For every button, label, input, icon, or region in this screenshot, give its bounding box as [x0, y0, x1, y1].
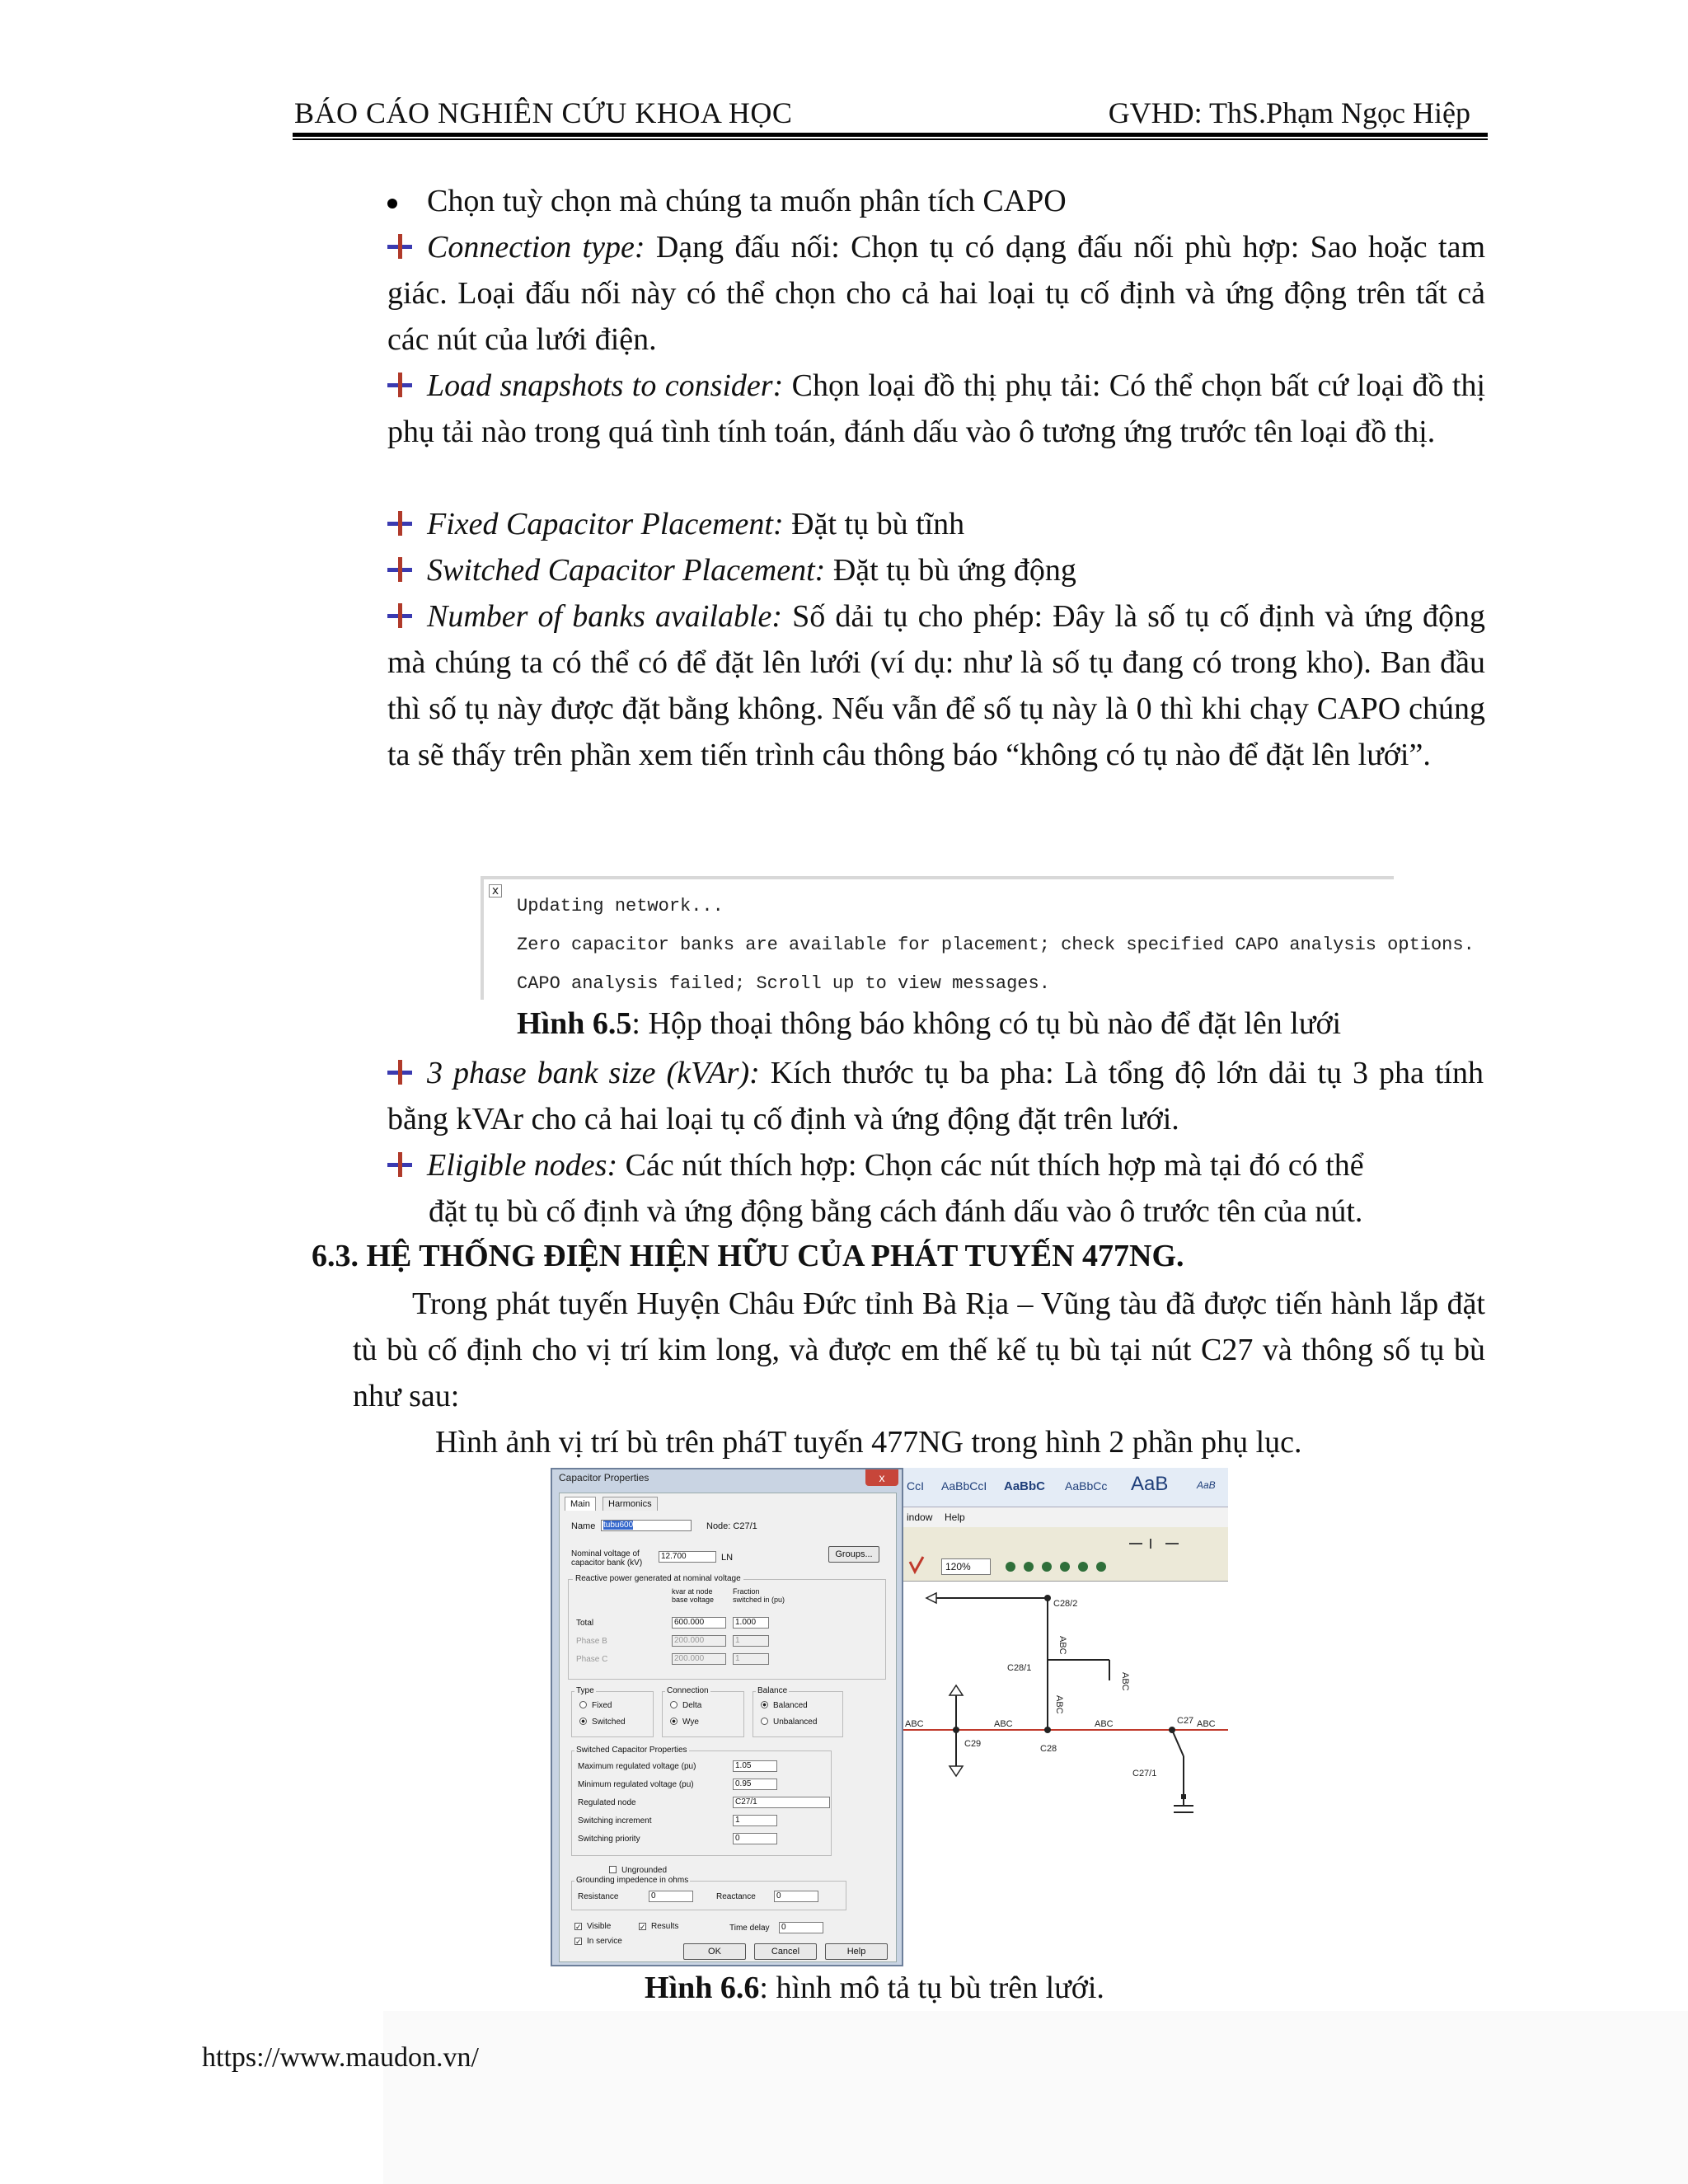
style-item[interactable]: AaB	[1131, 1473, 1169, 1495]
node-label: C28/1	[1007, 1663, 1032, 1673]
style-item[interactable]: CcI	[907, 1479, 924, 1493]
close-icon[interactable]: x	[489, 884, 502, 898]
option-desc: Kích thước tụ ba pha: Là tổng độ lớn dải tụ 3 pha tính bằng kVAr cho cả hai loại tụ cố định và ứng động đặt trên lưới.	[387, 1056, 1484, 1137]
results-label: Results	[651, 1922, 679, 1931]
in-service-check-icon: ✓	[575, 1938, 582, 1946]
tab-main[interactable]: Main	[565, 1497, 596, 1511]
figure-number: Hình 6.5	[517, 1006, 632, 1041]
bullet-dot-icon	[387, 199, 397, 209]
zoom-select[interactable]: 120%	[941, 1558, 991, 1575]
connection-delta-radio[interactable]	[670, 1701, 701, 1710]
max-voltage-label: Maximum regulated voltage (pu)	[578, 1762, 696, 1771]
section-paragraph	[353, 1281, 1485, 1419]
reactance-input[interactable]: 0	[774, 1891, 818, 1902]
phase-c-fraction-input: 1	[733, 1653, 769, 1665]
style-item[interactable]: AaB	[1197, 1479, 1216, 1491]
type-fixed-label: Fixed	[592, 1701, 612, 1710]
node-label: C27/1	[1132, 1769, 1157, 1779]
capacitor-figure	[551, 1468, 1228, 1966]
name-value: tubu600	[603, 1521, 634, 1530]
node-label: C28	[1040, 1744, 1057, 1754]
console-line: Updating network...	[517, 896, 724, 916]
ungrounded-label: Ungrounded	[621, 1866, 668, 1875]
type-group	[571, 1691, 654, 1737]
total-fraction-input[interactable]: 1.000	[733, 1617, 769, 1629]
phase-label: ABC	[1054, 1695, 1064, 1714]
bullet-cross-icon	[387, 511, 412, 536]
visible-label: Visible	[587, 1922, 612, 1931]
option-term: Number of banks available:	[427, 599, 783, 634]
type-group-label: Type	[576, 1686, 594, 1695]
name-label: Name	[571, 1521, 596, 1531]
results-checkbox[interactable]	[639, 1922, 678, 1931]
node-label: C27	[1177, 1716, 1194, 1726]
option-desc: Đặt tụ bù tĩnh	[783, 507, 965, 541]
fraction-column-label: Fraction switched in (pu)	[733, 1587, 785, 1604]
option-fixed-placement	[387, 501, 1485, 547]
switching-priority-label: Switching priority	[578, 1835, 640, 1844]
connection-group-label: Connection	[667, 1686, 709, 1695]
header-rule	[293, 133, 1488, 137]
option-desc: Các nút thích hợp: Chọn các nút thích hợp mà tại đó có thể	[617, 1148, 1364, 1183]
connection-delta-label: Delta	[682, 1701, 702, 1710]
option-load-snapshots	[387, 363, 1485, 455]
phase-label: ABC	[905, 1719, 924, 1729]
bullet-cross-icon	[387, 603, 412, 628]
styles-ribbon	[903, 1468, 1228, 1507]
switching-priority-input[interactable]: 0	[733, 1833, 777, 1844]
background-application	[903, 1468, 1228, 1966]
intro-bullet-text: Chọn tuỳ chọn mà chúng ta muốn phân tích CAPO	[427, 184, 1067, 218]
figure-6-6-caption	[645, 1970, 1104, 2006]
type-switched-label: Switched	[592, 1718, 626, 1727]
results-check-icon: ✓	[640, 1923, 646, 1931]
option-switched-placement	[387, 547, 1485, 593]
phase-label: ABC	[1095, 1719, 1114, 1729]
figure-6-5-caption	[517, 1005, 1341, 1042]
close-button[interactable]: x	[865, 1469, 898, 1486]
option-term: 3 phase bank size (kVAr):	[427, 1056, 760, 1090]
cancel-button[interactable]: Cancel	[754, 1943, 817, 1960]
in-service-checkbox[interactable]	[574, 1937, 622, 1946]
phase-b-kvar-input: 200.000	[672, 1635, 726, 1647]
balance-group-label: Balance	[757, 1686, 788, 1695]
option-number-of-banks	[387, 593, 1485, 778]
option-term: Connection type:	[427, 230, 645, 265]
menu-bar	[903, 1507, 1228, 1527]
tab-harmonics[interactable]: Harmonics	[603, 1497, 658, 1511]
option-term: Load snapshots to consider:	[427, 368, 784, 403]
total-kvar-input[interactable]: 600.000	[672, 1617, 726, 1629]
time-delay-label: Time delay	[729, 1924, 770, 1933]
ln-label: LN	[721, 1553, 734, 1563]
switched-group-label: Switched Capacitor Properties	[576, 1746, 687, 1755]
console-line: CAPO analysis failed; Scroll up to view messages.	[517, 973, 1050, 994]
groups-button[interactable]: Groups...	[828, 1546, 879, 1563]
paragraph-text: Trong phát tuyến Huyện Châu Đức tỉnh Bà Rịa – Vũng tàu đã được tiến hành lắp đặt tù bù cố định cho vị trí kim long, và được em thế kế tụ bù tại nút C27 và thông số tụ bù như sau:	[353, 1286, 1485, 1413]
connection-wye-label: Wye	[682, 1718, 699, 1727]
connection-group	[662, 1691, 744, 1737]
capo-message-console	[481, 876, 1475, 1000]
row-total-label: Total	[576, 1619, 594, 1628]
resistance-label: Resistance	[578, 1892, 619, 1901]
in-service-label: In service	[587, 1937, 622, 1946]
bullet-cross-icon	[387, 557, 412, 582]
option-desc: Chọn loại đồ thị phụ tải: Có thể chọn bất cứ loại đồ thị phụ tải nào trong quá tình tính toán, đánh dấu vào ô tương ứng trước tên loại đồ thị.	[387, 368, 1485, 449]
network-diagram	[903, 1582, 1228, 1966]
visible-checkbox[interactable]	[574, 1922, 611, 1931]
unbalanced-label: Unbalanced	[773, 1718, 818, 1727]
phase-label: ABC	[994, 1719, 1013, 1729]
regulated-node-select[interactable]: C27/1	[733, 1797, 830, 1808]
option-eligible-nodes	[387, 1142, 1492, 1188]
option-term: Switched Capacitor Placement:	[427, 553, 826, 588]
phase-label: ABC	[1197, 1719, 1216, 1729]
section-heading: 6.3. HỆ THỐNG ĐIỆN HIỆN HỮU CỦA PHÁT TUYẾN 477NG.	[312, 1239, 1184, 1273]
option-desc: Dạng đấu nối: Chọn tụ có dạng đấu nối phù hợp: Sao hoặc tam giác. Loại đấu nối này có thể chọn cho cả hai loại tụ cố định và ứng động trên tất cả các nút của lưới điện.	[387, 230, 1485, 357]
dialog-body	[559, 1493, 897, 1962]
intro-bullet	[387, 178, 1492, 224]
feeder-one-line	[903, 1582, 1228, 1966]
style-item[interactable]: AaBbCcI	[941, 1479, 987, 1493]
figure-caption-text: : hình mô tả tụ bù trên lưới.	[759, 1971, 1104, 2005]
option-desc: Đặt tụ bù ứng động	[825, 553, 1076, 588]
option-desc: Số dải tụ cho phép: Đây là số tụ cố định và ứng động mà chúng ta có thể có để đặt lên lưới (ví dụ: như là số tụ đang có trong kho). Ban đầu thì số tụ này được đặt bằng không. Nếu vẫn để số tụ này là 0 thì khi chạy CAPO chúng ta sẽ thấy trên phần xem tiến trình câu thông báo “không có tụ nào để đặt lên lưới”.	[387, 599, 1486, 772]
toolbar	[903, 1527, 1228, 1582]
grounding-group-label: Grounding impedence in ohms	[576, 1876, 689, 1885]
node-label: C29	[964, 1739, 982, 1749]
max-voltage-input[interactable]: 1.05	[733, 1760, 777, 1772]
figure-number: Hình 6.6	[645, 1971, 760, 2005]
style-item[interactable]: AaBbCc	[1065, 1479, 1108, 1493]
style-item[interactable]: AaBbC	[1004, 1479, 1046, 1493]
option-connection-type	[387, 224, 1485, 363]
header-advisor: GVHD: ThS.Phạm Ngọc Hiệp	[1108, 96, 1470, 129]
reactive-group-label: Reactive power generated at nominal voltage	[573, 1574, 743, 1583]
node-label: C28/2	[1053, 1599, 1078, 1609]
menu-window[interactable]: indow	[907, 1511, 933, 1523]
type-fixed-radio[interactable]	[579, 1701, 612, 1710]
time-delay-input[interactable]: 0	[779, 1922, 823, 1933]
resistance-input[interactable]: 0	[649, 1891, 693, 1902]
balanced-label: Balanced	[773, 1701, 808, 1710]
dialog-title: Capacitor Properties	[559, 1472, 649, 1483]
ok-button[interactable]: OK	[683, 1943, 746, 1960]
page-shadow	[383, 2011, 1688, 2184]
bullet-cross-icon	[387, 234, 412, 259]
console-line: Zero capacitor banks are available for placement; check specified CAPO analysis options.	[517, 935, 1475, 955]
phase-c-kvar-input: 200.000	[672, 1653, 726, 1665]
balance-unbalanced-radio[interactable]	[761, 1718, 817, 1727]
footer-url[interactable]: https://www.maudon.vn/	[202, 2042, 479, 2073]
regulated-node-label: Regulated node	[578, 1798, 636, 1807]
nominal-voltage-label: Nominal voltage of capacitor bank (kV)	[571, 1549, 643, 1568]
option-term: Eligible nodes:	[427, 1148, 618, 1183]
row-phase-b-label: Phase B	[576, 1637, 607, 1646]
bullet-cross-icon	[387, 1152, 412, 1177]
header-rule-thin	[293, 138, 1488, 140]
bullet-cross-icon	[387, 373, 412, 397]
phase-label: ABC	[1120, 1672, 1130, 1691]
toolbar-icons	[903, 1527, 1228, 1582]
option-bank-size	[387, 1050, 1484, 1142]
capacitor-properties-dialog	[551, 1468, 903, 1966]
ungrounded-checkbox[interactable]	[609, 1866, 667, 1875]
kvar-column-label: kvar at node base voltage	[672, 1587, 715, 1604]
phase-label: ABC	[1057, 1636, 1067, 1655]
figure-caption-text: : Hộp thoại thông báo không có tụ bù nào để đặt lên lưới	[631, 1006, 1342, 1041]
balance-group	[753, 1691, 843, 1737]
help-button[interactable]: Help	[825, 1943, 888, 1960]
type-switched-radio[interactable]	[579, 1718, 626, 1727]
row-phase-c-label: Phase C	[576, 1655, 608, 1664]
switching-increment-input[interactable]: 1	[733, 1815, 777, 1826]
balance-balanced-radio[interactable]	[761, 1701, 808, 1710]
nominal-voltage-select[interactable]: 12.700	[659, 1551, 716, 1563]
reactance-label: Reactance	[716, 1892, 756, 1901]
connection-wye-radio[interactable]	[670, 1718, 699, 1727]
bullet-cross-icon	[387, 1060, 412, 1085]
menu-help[interactable]: Help	[945, 1511, 965, 1523]
figure-reference: Hình ảnh vị trí bù trên pháT tuyến 477NG trong hình 2 phần phụ lục.	[435, 1425, 1302, 1460]
switching-increment-label: Switching increment	[578, 1816, 652, 1825]
option-eligible-nodes-cont: đặt tụ bù cố định và ứng động bằng cách đánh dấu vào ô trước tên của nút.	[429, 1194, 1363, 1229]
min-voltage-input[interactable]: 0.95	[733, 1779, 777, 1790]
node-label: Node: C27/1	[706, 1521, 757, 1531]
phase-b-fraction-input: 1	[733, 1635, 769, 1647]
option-term: Fixed Capacitor Placement:	[427, 507, 784, 541]
header-title: BÁO CÁO NGHIÊN CỨU KHOA HỌC	[294, 96, 793, 129]
visible-check-icon: ✓	[575, 1923, 582, 1931]
name-input[interactable]	[601, 1520, 692, 1531]
min-voltage-label: Minimum regulated voltage (pu)	[578, 1780, 694, 1789]
